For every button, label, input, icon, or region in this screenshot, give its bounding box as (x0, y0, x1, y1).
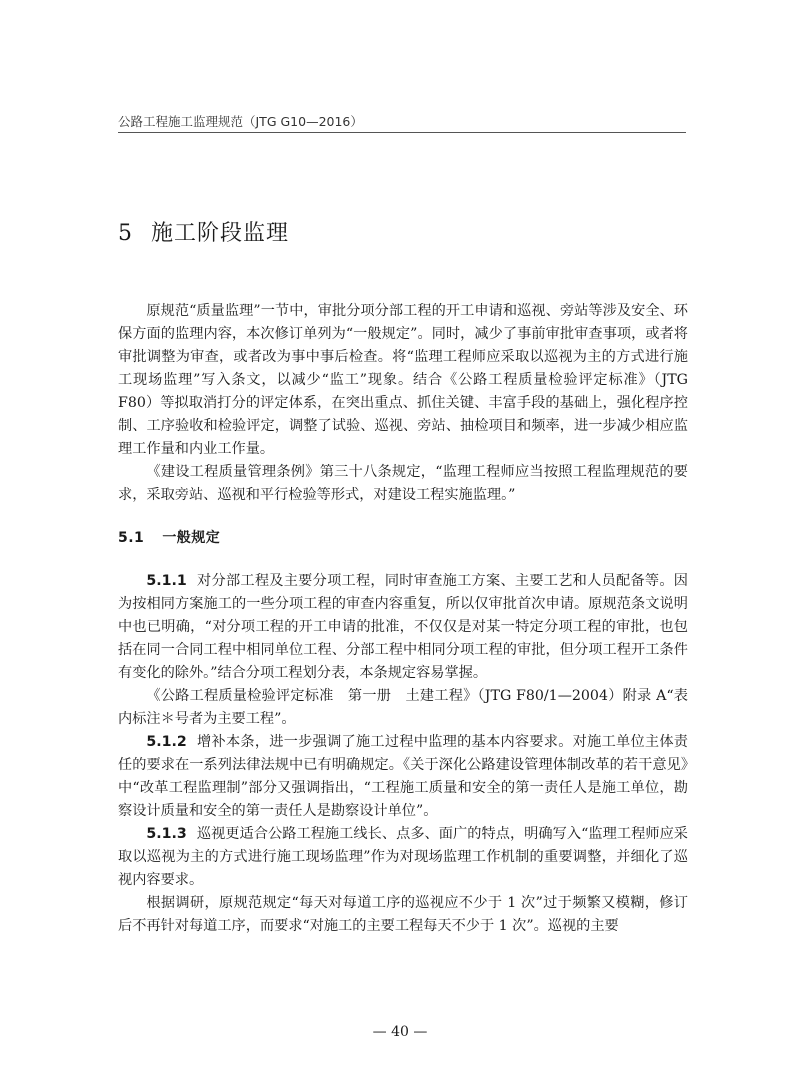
document-body (118, 300, 688, 938)
section-title: 一般规定 (162, 530, 221, 546)
chapter-title-text: 施工阶段监理 (151, 221, 290, 246)
clause-text: 巡视更适合公路工程施工线长、点多、面广的特点，明确写入“监理工程师应采取以巡视为主的方式进行施工现场监理”作为对现场监理工作机制的重要调整，并细化了巡视内容要求。 (118, 826, 688, 888)
clause-text: 对分部工程及主要分项工程，同时审查施工方案、主要工艺和人员配备等。因为按相同方案施工的一些分项工程的审查内容重复，所以仅审批首次申请。原规范条文说明中也已明确，“对分项工程的开工申请的批准，不仅仅是对某一特定分项工程的审批，也包括在同一合同工程中相同单位工程、分部工程中相同分项工程的审批，但分项工程开工条件有变化的除外。”结合分项工程划分表，本条规定容易掌握。 (118, 573, 688, 681)
clause-5-1-2 (118, 731, 688, 823)
clause-5-1-1-note: 《公路工程质量检验评定标准 第一册 土建工程》（JTG F80/1—2004）附录 A“表内标注＊号者为主要工程”。 (118, 688, 688, 727)
clause-5-1-3-continuation: 根据调研，原规范规定“每天对每道工序的巡视应不少于 1 次”过于频繁又模糊，修订后不再针对每道工序，而要求“对施工的主要工程每天不少于 1 次”。巡视的主要 (118, 895, 688, 934)
section-heading (118, 527, 688, 550)
clause-5-1-3 (118, 823, 688, 892)
clause-number: 5.1.3 (146, 826, 187, 842)
clause-number: 5.1.2 (146, 734, 187, 750)
section-number: 5.1 (118, 530, 145, 546)
chapter-number: 5 (118, 221, 133, 246)
chapter-title (118, 216, 289, 247)
header-rule (118, 132, 686, 133)
clause-number: 5.1.1 (146, 573, 187, 589)
intro-paragraph-2: 《建设工程质量管理条例》第三十八条规定，“监理工程师应当按照工程监理规范的要求，采取旁站、巡视和平行检验等形式，对建设工程实施监理。” (118, 464, 688, 503)
clause-5-1-1 (118, 570, 688, 685)
page-number: — 40 — (372, 1024, 428, 1040)
running-header: 公路工程施工监理规范（JTG G10—2016） (118, 114, 363, 129)
clause-text: 增补本条，进一步强调了施工过程中监理的基本内容要求。对施工单位主体责任的要求在一系列法律法规中已有明确规定。《关于深化公路建设管理体制改革的若干意见》中“改革工程监理制”部分又强调指出，“工程施工质量和安全的第一责任人是施工单位，勘察设计质量和安全的第一责任人是勘察设计单位”。 (118, 734, 688, 819)
intro-paragraph-1: 原规范“质量监理”一节中，审批分项分部工程的开工申请和巡视、旁站等涉及安全、环保方面的监理内容，本次修订单列为“一般规定”。同时，减少了事前审批审查事项，或者将审批调整为审查，或者改为事中事后检查。将“监理工程师应采取以巡视为主的方式进行施工现场监理”写入条文，以减少“监工”现象。结合《公路工程质量检验评定标准》（JTG F80）等拟取消打分的评定体系，在突出重点、抓住关键、丰富手段的基础上，强化程序控制、工序验收和检验评定，调整了试验、巡视、旁站、抽检项目和频率，进一步减少相应监理工作量和内业工作量。 (118, 303, 688, 457)
